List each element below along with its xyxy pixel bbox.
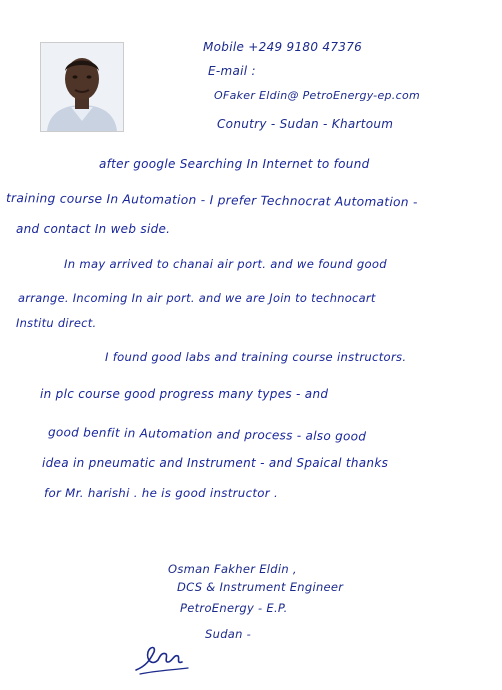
country-line: Conutry - Sudan - Khartoum: [217, 117, 394, 131]
author-photo: [40, 42, 124, 132]
letter-line: in plc course good progress many types - and: [40, 387, 329, 401]
letter-line: training course In Automation - I prefer Technocrat Automation -: [5, 191, 418, 210]
letter-line: and contact In web side.: [16, 222, 171, 236]
author-title: DCS & Instrument Engineer: [177, 580, 344, 594]
letter-line: arrange. Incoming In air port. and we are Join to technocart: [18, 291, 376, 305]
email-address: OFaker Eldin@ PetroEnergy-ep.com: [214, 89, 420, 102]
letter-line: after google Searching In Internet to found: [99, 157, 370, 171]
author-name: Osman Fakher Eldin ,: [168, 562, 297, 576]
letter-line: In may arrived to chanai air port. and we found good: [64, 257, 387, 271]
letter-line: I found good labs and training course instructors.: [105, 350, 407, 364]
author-company: PetroEnergy - E.P.: [180, 601, 288, 615]
letter-line: for Mr. harishi . he is good instructor .: [44, 486, 279, 500]
letter-line: good benfit in Automation and process - also good: [47, 425, 367, 444]
portrait-image: [41, 43, 123, 131]
email-label: E-mail :: [208, 64, 256, 78]
author-country: Sudan -: [205, 627, 252, 641]
letter-line: Institu direct.: [16, 316, 97, 330]
letter-line: idea in pneumatic and Instrument - and Spaical thanks: [42, 456, 389, 470]
mobile-number: Mobile +249 9180 47376: [203, 40, 363, 54]
handwritten-signature: [132, 640, 202, 676]
